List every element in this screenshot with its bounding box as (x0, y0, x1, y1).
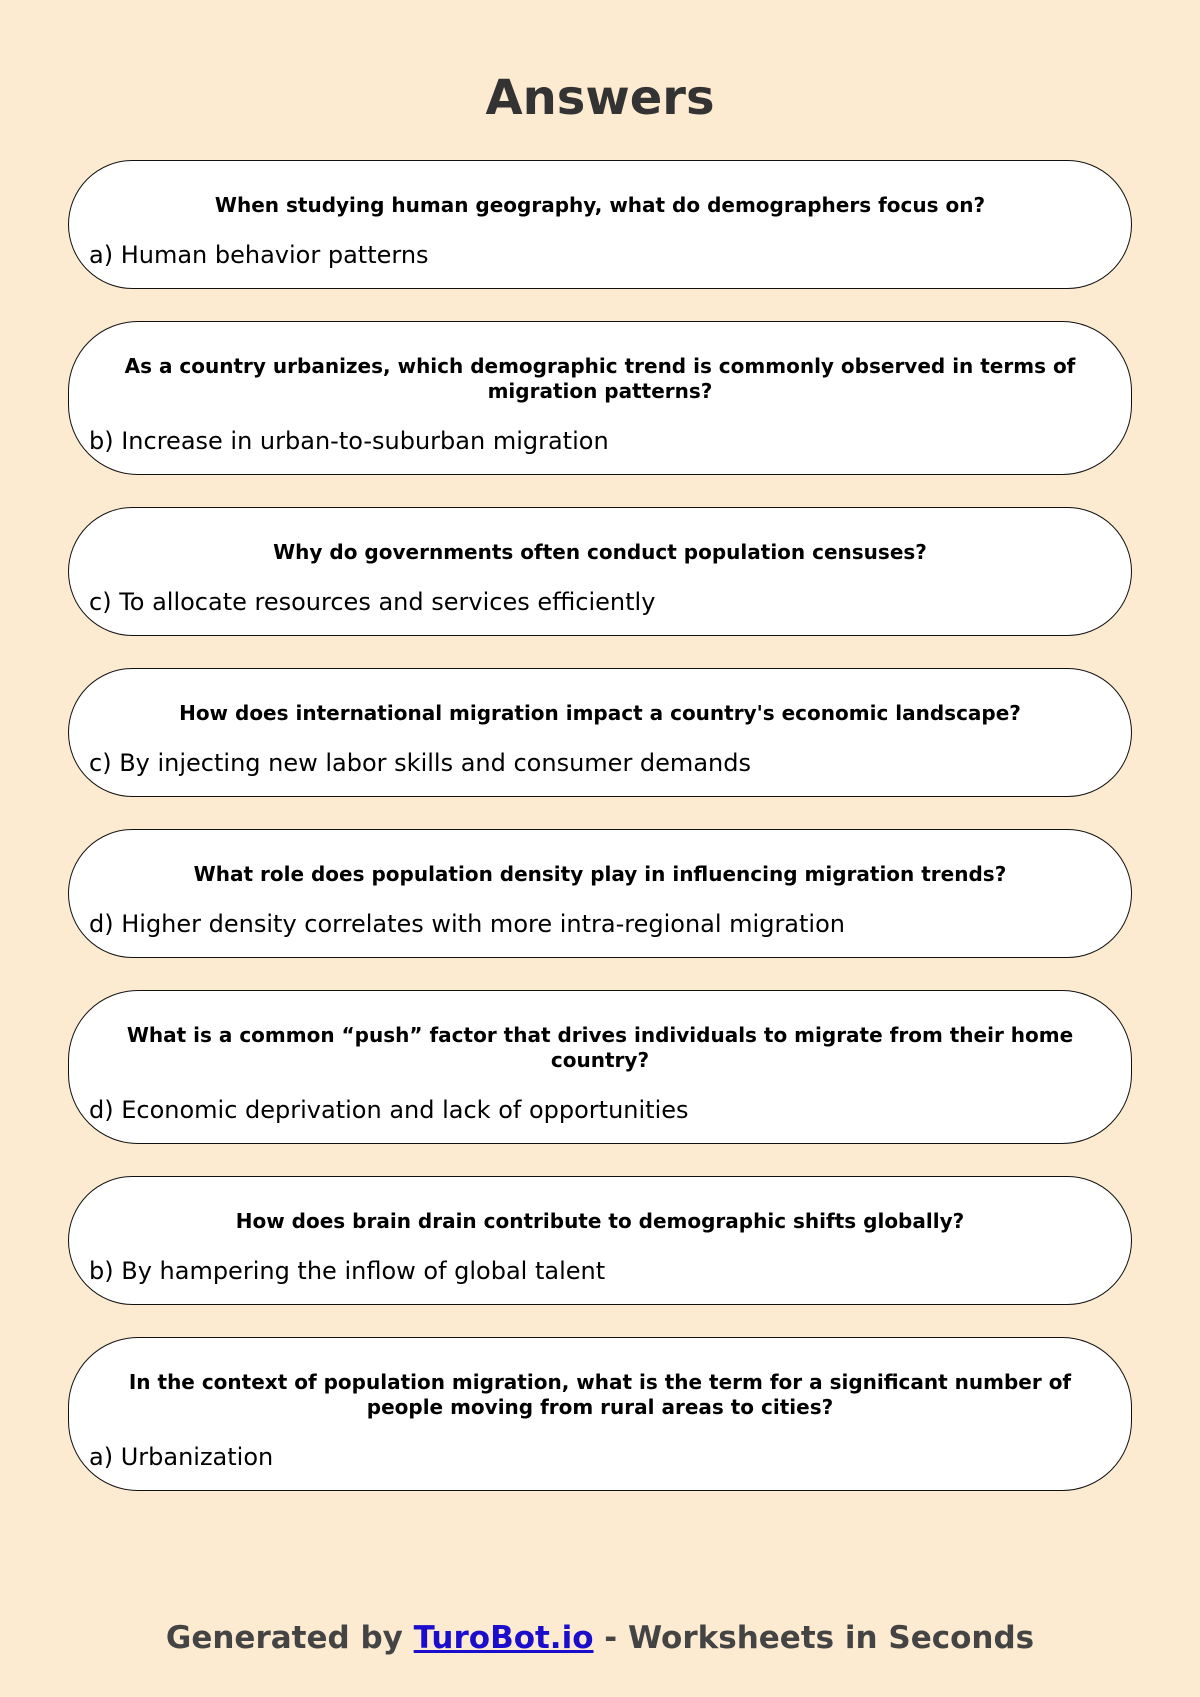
page-title: Answers (485, 70, 715, 126)
turobot-link[interactable]: TuroBot.io (413, 1620, 594, 1656)
answer-text: a) Urbanization (89, 1443, 274, 1471)
answer-card-7 (68, 1176, 1132, 1305)
question-text: As a country urbanizes, which demographic trend is commonly observed in terms of migration patterns? (124, 354, 1076, 403)
question-text: What is a common “push” factor that drives individuals to migrate from their home country? (126, 1023, 1074, 1072)
answer-text: b) Increase in urban-to-suburban migration (89, 427, 609, 455)
answer-card-4 (68, 668, 1132, 797)
answer-text: d) Higher density correlates with more intra-regional migration (89, 910, 845, 938)
footer-suffix: - Worksheets in Seconds (593, 1620, 1035, 1656)
answer-text: b) By hampering the inflow of global talent (89, 1257, 606, 1285)
question-text: In the context of population migration, what is the term for a significant number of people moving from rural areas to cities? (128, 1370, 1072, 1419)
answer-card-2 (68, 321, 1132, 475)
answer-list (68, 160, 1132, 1523)
question-text: How does brain drain contribute to demographic shifts globally? (235, 1209, 965, 1233)
footer (0, 1618, 1200, 1658)
answer-card-3 (68, 507, 1132, 636)
footer-prefix: Generated by (165, 1620, 414, 1656)
question-text: What role does population density play in influencing migration trends? (193, 862, 1007, 886)
answer-card-8 (68, 1337, 1132, 1491)
answer-card-5 (68, 829, 1132, 958)
answer-text: d) Economic deprivation and lack of opportunities (89, 1096, 689, 1124)
question-text: Why do governments often conduct population censuses? (273, 540, 927, 564)
answer-text: a) Human behavior patterns (89, 241, 429, 269)
question-text: How does international migration impact a country's economic landscape? (179, 701, 1021, 725)
answer-card-6 (68, 990, 1132, 1144)
answer-text: c) By injecting new labor skills and consumer demands (89, 749, 751, 777)
answer-text: c) To allocate resources and services efficiently (89, 588, 656, 616)
answer-card-1 (68, 160, 1132, 289)
question-text: When studying human geography, what do demographers focus on? (214, 193, 986, 217)
